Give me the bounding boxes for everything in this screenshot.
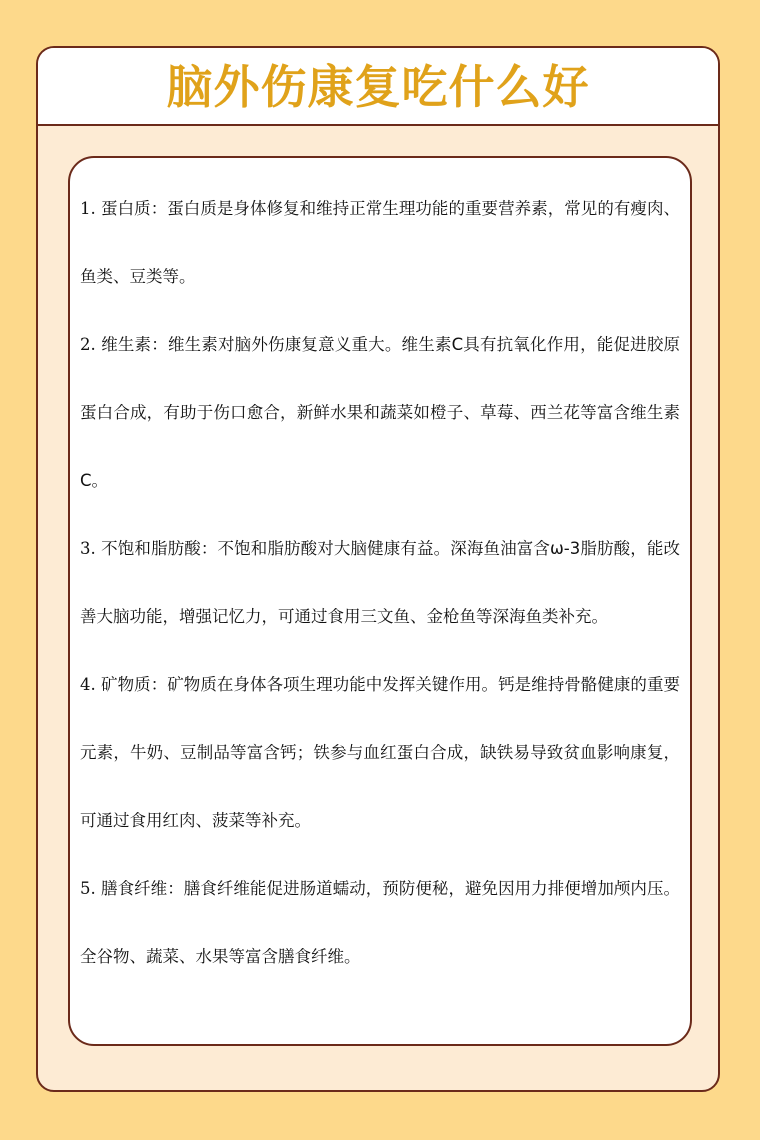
content-card bbox=[68, 156, 692, 1046]
list-item-vitamins bbox=[80, 311, 680, 515]
item-separator: ： bbox=[151, 335, 168, 354]
item-heading: 膳食纤维 bbox=[101, 879, 168, 898]
title-bar bbox=[38, 48, 718, 126]
item-heading: 不饱和脂肪酸 bbox=[101, 539, 201, 558]
item-separator: ： bbox=[150, 199, 168, 218]
item-text: 膳食纤维能促进肠道蠕动，预防便秘，避免因用力排便增加颅内压。全谷物、蔬菜、水果等富含膳食纤维。 bbox=[80, 879, 681, 966]
item-number: 5. bbox=[80, 879, 96, 898]
item-text: 不饱和脂肪酸对大脑健康有益。深海鱼油富含ω-3脂肪酸，能改善大脑功能，增强记忆力，可通过食用三文鱼、金枪鱼等深海鱼类补充。 bbox=[80, 539, 680, 626]
item-text: 维生素对脑外伤康复意义重大。维生素C具有抗氧化作用，能促进胶原蛋白合成，有助于伤口愈合，新鲜水果和蔬菜如橙子、草莓、西兰花等富含维生素C。 bbox=[80, 335, 681, 490]
item-separator: ： bbox=[200, 539, 218, 558]
list-item-fiber bbox=[80, 855, 680, 991]
item-heading: 蛋白质 bbox=[101, 199, 151, 218]
item-text: 矿物质在身体各项生理功能中发挥关键作用。钙是维持骨骼健康的重要元素，牛奶、豆制品等富含钙；铁参与血红蛋白合成，缺铁易导致贫血影响康复，可通过食用红肉、菠菜等补充。 bbox=[80, 675, 681, 830]
item-text: 蛋白质是身体修复和维持正常生理功能的重要营养素，常见的有瘦肉、鱼类、豆类等。 bbox=[80, 199, 681, 286]
list-item-protein bbox=[80, 175, 680, 311]
item-number: 2. bbox=[80, 335, 96, 354]
outer-card bbox=[36, 46, 720, 1092]
page-title: 脑外伤康复吃什么好 bbox=[166, 60, 590, 114]
list-item-fatty-acids bbox=[80, 515, 680, 651]
item-number: 1. bbox=[80, 199, 96, 218]
item-heading: 维生素 bbox=[101, 335, 152, 354]
item-separator: ： bbox=[150, 675, 168, 694]
item-heading: 矿物质 bbox=[101, 675, 151, 694]
item-number: 3. bbox=[80, 539, 96, 558]
item-number: 4. bbox=[80, 675, 96, 694]
list-item-minerals bbox=[80, 651, 680, 855]
item-separator: ： bbox=[167, 879, 184, 898]
